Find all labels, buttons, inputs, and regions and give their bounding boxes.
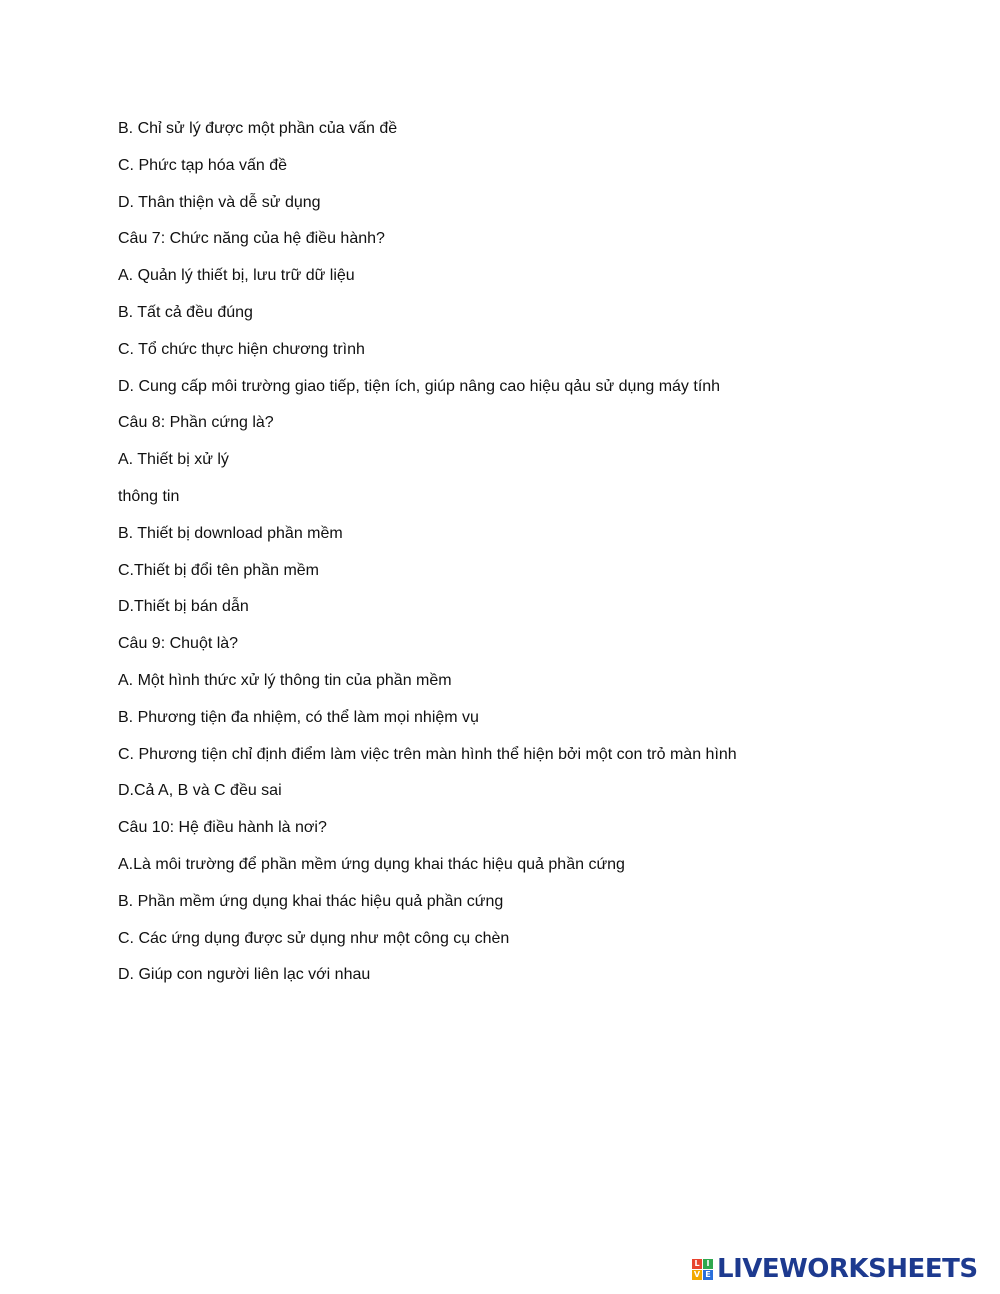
text-line: B. Phương tiện đa nhiệm, có thể làm mọi nhiệm vụ [118,708,479,726]
text-line: C. Tổ chức thực hiện chương trình [118,340,365,358]
question-heading: Câu 10: Hệ điều hành là nơi? [118,819,327,837]
text-line: A. Quản lý thiết bị, lưu trữ dữ liệu [118,267,355,285]
text-line: C. Các ứng dụng được sử dụng như một công cụ chèn [118,929,510,947]
text-line: C.Thiết bị đổi tên phần mềm [118,561,319,579]
text-line: D.Thiết bị bán dẫn [118,598,249,616]
text-line: A. Thiết bị xử lý [118,451,229,469]
text-line: D. Giúp con người liên lạc với nhau [118,966,371,984]
text-line: D. Cung cấp môi trường giao tiếp, tiện ích, giúp nâng cao hiệu qảu sử dụng máy tính [118,377,721,395]
text-line: D.Cả A, B và C đều sai [118,782,282,800]
question-list [118,118,958,1001]
text-line: A. Một hình thức xử lý thông tin của phần mềm [118,671,452,689]
text-line: C. Phương tiện chỉ định điểm làm việc trên màn hình thể hiện bởi một con trỏ màn hình [118,745,737,763]
text-line: B. Tất cả đều đúng [118,303,253,321]
liveworksheets-logo [692,1254,978,1284]
question-heading: Câu 8: Phần cứng là? [118,414,274,432]
logo-badge-letter: L [692,1259,702,1269]
text-line: B. Phần mềm ứng dụng khai thác hiệu quả phần cứng [118,892,504,910]
logo-badge-letter: I [703,1259,713,1269]
text-line: B. Thiết bị download phần mềm [118,524,343,542]
question-heading: Câu 7: Chức năng của hệ điều hành? [118,230,385,248]
logo-badge-letter: V [693,1269,701,1279]
question-heading: Câu 9: Chuột là? [118,635,239,653]
logo-text: LIVEWORKSHEETS [717,1254,978,1284]
logo-badge-icon [692,1259,713,1280]
text-line: C. Phức tạp hóa vấn đề [118,156,288,174]
text-line: D. Thân thiện và dễ sử dụng [118,193,321,211]
logo-badge-letter: E [703,1270,713,1280]
text-line: B. Chỉ sử lý được một phần của vấn đề [118,120,398,137]
text-line: A.Là môi trường để phần mềm ứng dụng khai thác hiệu quả phần cứng [118,855,625,873]
text-line: thông tin [118,487,180,505]
